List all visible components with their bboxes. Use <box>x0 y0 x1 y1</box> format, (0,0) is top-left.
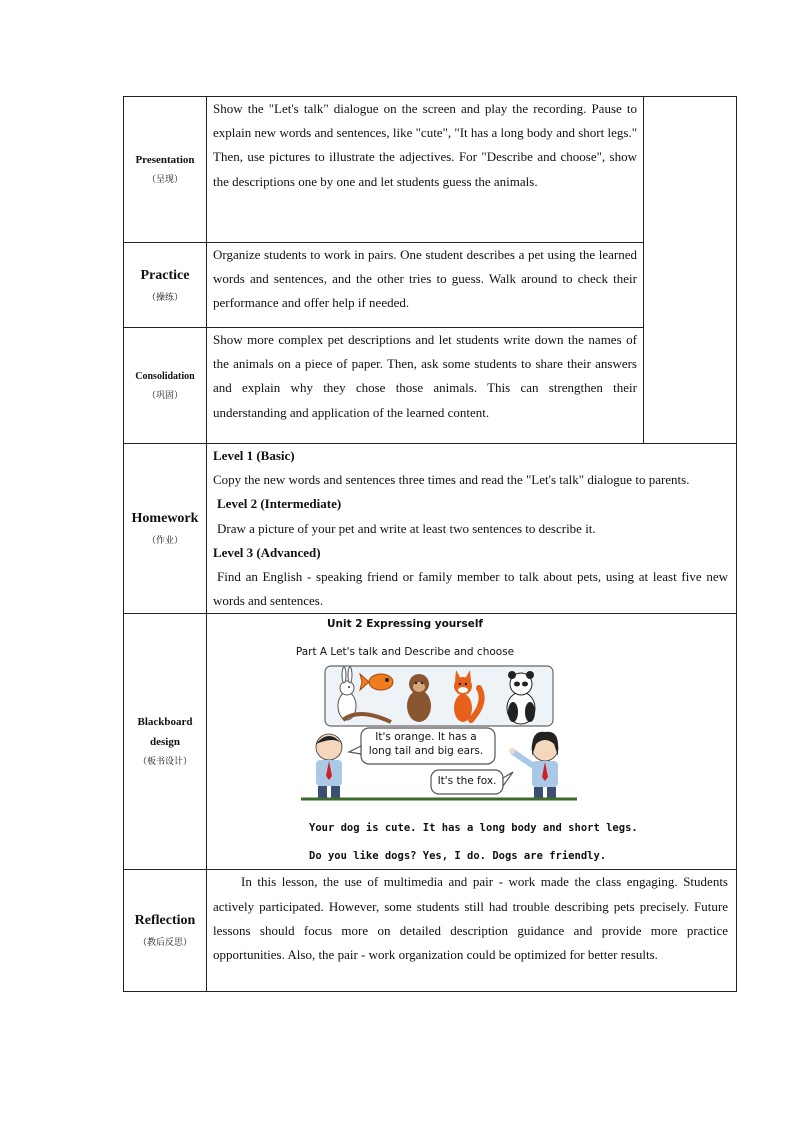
presentation-content-cell <box>207 97 644 243</box>
practice-label: Practice <box>140 267 190 283</box>
presentation-label: Presentation <box>135 154 195 166</box>
blackboard-label-line2: design <box>150 736 180 749</box>
homework-level3-title: Level 3 (Advanced) <box>213 544 321 560</box>
reflection-content-cell <box>207 870 737 992</box>
practice-label-cell <box>124 243 207 328</box>
homework-level3-text: Find an English - speaking friend or family member to talk about pets, using at least five new words and sentences. <box>213 569 728 609</box>
girl-icon <box>509 732 558 798</box>
homework-label-cell <box>124 444 207 614</box>
consolidation-text: Show more complex pet descriptions and let students write down the names of the animals on a piece of paper. Then, ask some students to share their answers and explain why they chose those animals. This can strengthen their understanding and application of the learned content. <box>213 332 637 420</box>
presentation-label-cn: （呈现） <box>146 175 183 185</box>
reflection-row <box>124 870 737 992</box>
notes-cell <box>644 97 737 444</box>
practice-label-cn: （操练） <box>146 292 183 303</box>
homework-label-cn: （作业） <box>146 536 183 547</box>
speech-bubble-2-text: It's the fox. <box>437 775 497 788</box>
consolidation-label-cn: （巩固） <box>146 390 183 401</box>
presentation-label-cell <box>124 97 207 243</box>
lesson-plan-table <box>123 96 737 992</box>
blackboard-label-cn: （板书设计） <box>137 757 192 768</box>
blackboard-sentence-1: Your dog is cute. It has a long body and short legs. <box>309 822 638 835</box>
blackboard-label-line1: Blackboard <box>137 716 193 729</box>
boy-icon <box>316 734 342 798</box>
speech-bubble-1-text: It's orange. It has a long tail and big ears. <box>368 731 484 758</box>
blackboard-subtitle: Part A Let's talk and Describe and choose <box>295 646 515 659</box>
homework-label: Homework <box>131 511 199 527</box>
presentation-row <box>124 97 737 243</box>
homework-content-cell <box>207 444 737 614</box>
blackboard-content-cell <box>207 614 737 870</box>
reflection-label: Reflection <box>134 913 196 929</box>
reflection-label-cn: （教后反思） <box>137 938 192 949</box>
practice-text: Organize students to work in pairs. One student describes a pet using the learned words and sentences, and the other tries to guess. Walk around to check their performance and offer help if needed. <box>213 247 637 311</box>
homework-level1-text: Copy the new words and sentences three times and read the "Let's talk" dialogue to parents. <box>213 472 690 488</box>
presentation-text: Show the "Let's talk" dialogue on the screen and play the recording. Pause to explain new words and sentences, like "cute", "It has a long body and short legs." Then, use pictures to illustrate the adjectives. For "Describe and choose", show the descriptions one by one and let students guess the animals. <box>213 101 637 189</box>
reflection-label-cell <box>124 870 207 992</box>
homework-level2-text: Draw a picture of your pet and write at least two sentences to describe it. <box>217 520 596 536</box>
homework-level1-title: Level 1 (Basic) <box>213 448 295 463</box>
homework-level2-title: Level 2 (Intermediate) <box>217 496 342 512</box>
consolidation-label-cell <box>124 328 207 444</box>
blackboard-title: Unit 2 Expressing yourself <box>327 618 483 631</box>
blackboard-row <box>124 614 737 870</box>
consolidation-label: Consolidation <box>135 370 195 382</box>
speech-bubble-1-tail <box>349 746 361 754</box>
practice-content-cell <box>207 243 644 328</box>
speech-bubble-2-tail <box>503 772 513 786</box>
panda-icon <box>507 671 535 724</box>
blackboard-label-cell <box>124 614 207 870</box>
homework-row <box>124 444 737 614</box>
reflection-text: In this lesson, the use of multimedia and pair - work made the class engaging. Students actively participated. However, some students still had trouble describing pets precisely. Future lessons should focus more on detailed description guidance and provide more practice opportunities. Also, the pair - work organization could be optimized for better results. <box>213 874 728 963</box>
blackboard-sentence-2: Do you like dogs? Yes, I do. Dogs are friendly. <box>309 850 607 863</box>
consolidation-content-cell <box>207 328 644 444</box>
